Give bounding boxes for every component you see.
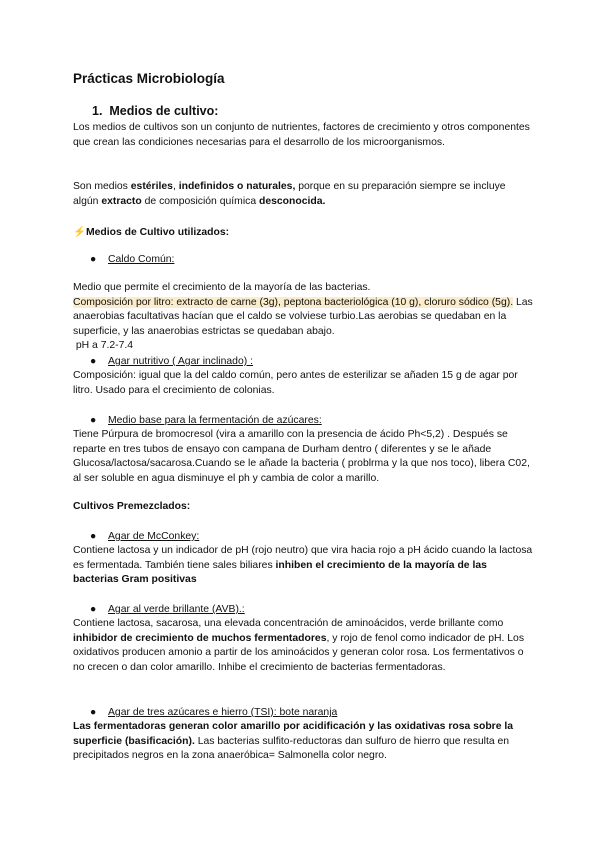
intro-paragraph: Los medios de cultivos son un conjunto de nutrientes, factores de crecimiento y otros componentes que crean las condiciones necesarias para el desarrollo de los microorganismos. [73, 122, 530, 148]
text-run: , [172, 181, 179, 192]
bullet-icon: ● [90, 415, 97, 426]
mcconkey-paragraph [73, 544, 533, 588]
list-item-tsi [90, 706, 337, 720]
list-item-mcconkey [90, 530, 199, 544]
caldo-rest: Las anaerobias facultativas hacían que el caldo se volviese turbio.Las aerobias se quedaban en la superficie, y las anaerobias estrictas se quedaban abajo. [73, 296, 533, 337]
heading-text: Medios de Cultivo utilizados: [85, 227, 230, 238]
bold-inhiben: inhiben el crecimiento de la mayoría de las bacterias Gram positivas [73, 559, 487, 586]
section-heading-text: Medios de cultivo: [109, 104, 219, 118]
bold-desconocida: desconocida. [259, 195, 326, 207]
text-run: Las bacterias sulfito-reductoras dan sulfuro de hierro que resulta en precipitados negros en la zona anaeróbica= Salmonella color negro. [73, 735, 510, 762]
caldo-description: Medio que permite el crecimiento de la mayoría de las bacterias. [73, 282, 371, 293]
bullet-icon: ● [90, 707, 97, 718]
tsi-paragraph [73, 720, 533, 764]
list-item-label: Agar de McConkey: [108, 531, 200, 542]
list-item-agar-nutritivo [90, 355, 253, 369]
bold-indefinidos: indefinidos o naturales, [178, 181, 296, 192]
verde-brillante-paragraph [73, 617, 533, 675]
text-run: , y rojo de fenol como indicador de pH. Los oxidativos producen amonio a partir de los aminoácidos y generan color rosa. Los fermentativos o no crecen o dan color amarillo. Inhibe el crecimiento de bacterias fermentadoras. [73, 632, 525, 673]
bullet-icon: ● [90, 254, 97, 265]
medios-utilizados-heading [73, 225, 229, 238]
text-run: de composición química [141, 195, 259, 207]
bold-esteriles: estériles [130, 181, 173, 192]
text-run: Contiene lactosa, sacarosa, una elevada concentración de aminoácidos, verde brillante como [73, 618, 504, 629]
list-item-label: Medio base para la fermentación de azúcares: [108, 415, 322, 426]
caldo-paragraph [73, 281, 533, 354]
list-item-caldo-comun [90, 253, 174, 267]
list-item-fermentacion [90, 414, 322, 428]
bullet-icon: ● [90, 604, 97, 615]
list-item-label: Agar nutritivo ( Agar inclinado) : [108, 356, 253, 367]
medios-definition-paragraph [73, 180, 533, 209]
agar-paragraph: Composición: igual que la del caldo común, pero antes de esterilizar se añaden 15 g de agar por litro. Usado para el crecimiento de colonias. [73, 370, 518, 396]
caldo-ph: pH a 7.2-7.4 [75, 340, 134, 352]
bold-inhibidor: inhibidor de crecimiento de muchos fermentadores [73, 632, 327, 644]
list-item-label: Agar al verde brillante (AVB).: [108, 604, 245, 615]
bold-fermentadoras: Las fermentadoras generan color amarillo por acidificación y las oxidativas rosa sobre la superficie (basificación). [73, 721, 514, 747]
fermentacion-paragraph: Tiene Púrpura de bromocresol (vira a amarillo con la presencia de ácido Ph<5,2) . Después se reparte en tres tubos de ensayo con campana de Durham dentro ( diferentes y se le añade Glucosa/lactosa/sacarosa.Cuando se le añade la bacteria ( problrma y la que nos toco), libera C02, al ser soluble en agua disminuye el ph y cambia de color a marillo. [73, 429, 530, 484]
section-number: 1. [92, 104, 103, 118]
section-heading-medios-de-cultivo [92, 104, 218, 118]
bullet-icon: ● [90, 356, 97, 367]
caldo-composition-highlight: Composición por litro: extracto de carne (3g), peptona bacteriológica (10 g), cloruro sódico (5g). [73, 296, 514, 308]
list-item-label: Caldo Común: [108, 254, 175, 265]
text-run: porque en su preparación siempre se incluye algún [73, 181, 506, 207]
premezclados-heading: Cultivos Premezclados: [73, 501, 191, 512]
list-item-label: Agar de tres azúcares e hierro (TSI): bote naranja [108, 707, 338, 718]
page-title: Prácticas Microbiología [73, 71, 225, 86]
text-run: Contiene lactosa y un indicador de pH (rojo neutro) que vira hacia rojo a pH ácido cuando la lactosa es fermentada. También tiene sales biliares [73, 545, 533, 571]
bullet-icon: ● [90, 531, 97, 542]
text-run: Son medios [73, 181, 131, 192]
lightning-icon: ⚡ [73, 227, 86, 238]
list-item-verde-brillante [90, 603, 245, 617]
bold-extracto: extracto [101, 195, 142, 207]
